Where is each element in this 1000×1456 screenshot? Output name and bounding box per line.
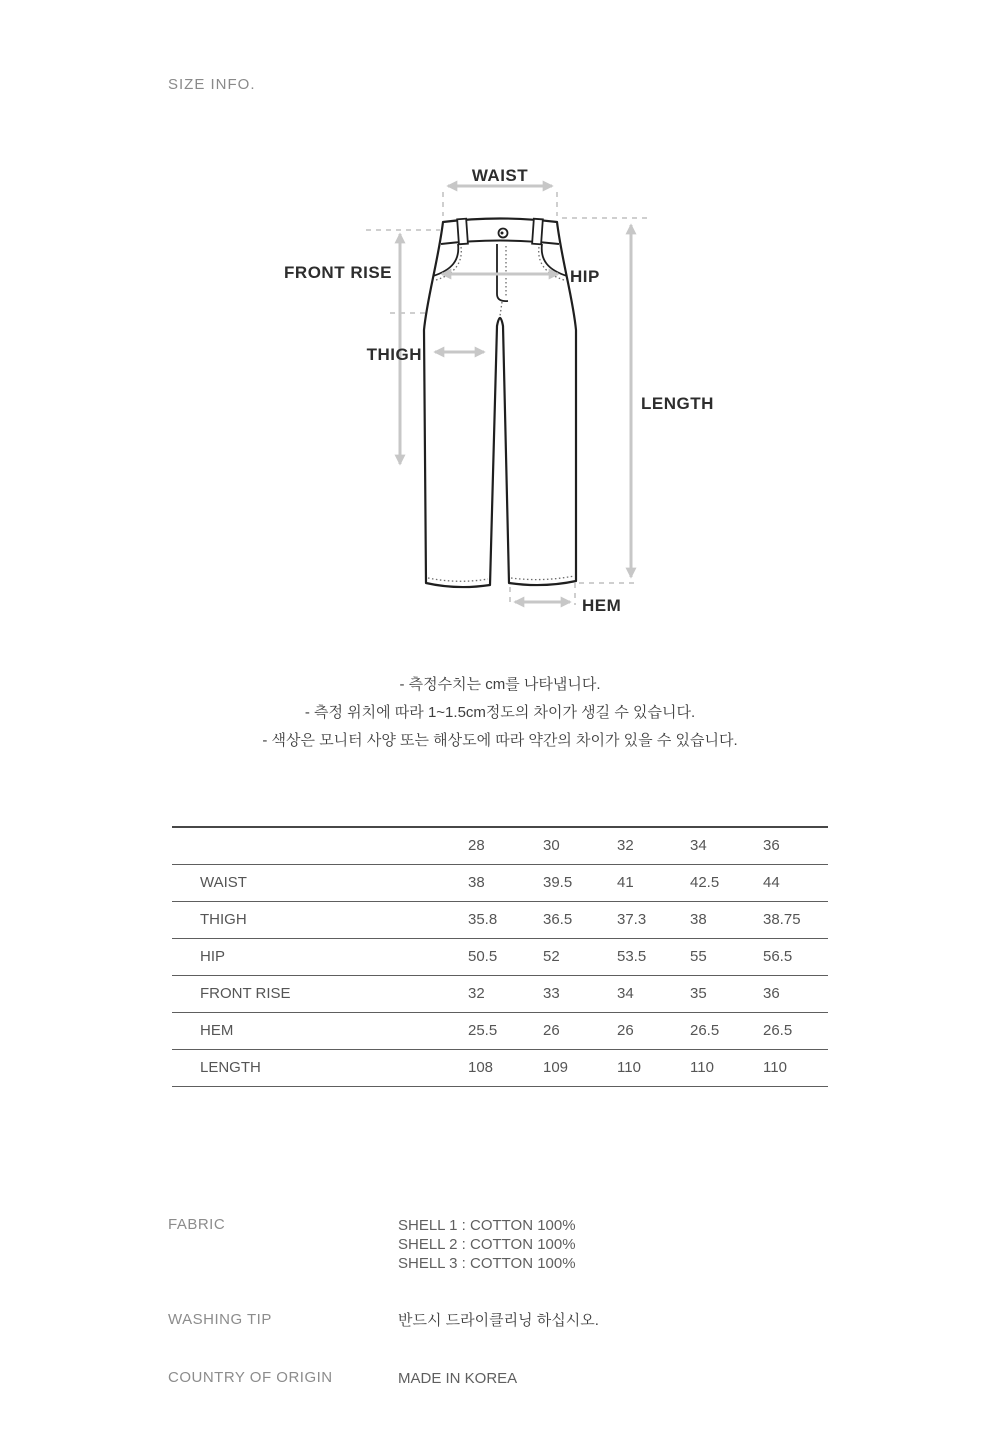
country-of-origin-row <box>168 1369 868 1393</box>
cell: 110 <box>763 1059 787 1076</box>
waist-label: WAIST <box>471 166 529 185</box>
table-header-row <box>172 827 828 864</box>
cell: 26 <box>543 1022 560 1039</box>
cell: 37.3 <box>617 911 647 928</box>
washing-tip-value: 반드시 드라이클리닝 하십시오. <box>398 1312 599 1329</box>
measurement-notes <box>0 671 1000 755</box>
cell: 38 <box>690 911 707 928</box>
cell: 41 <box>617 874 634 891</box>
front-rise-label: FRONT RISE <box>284 263 392 282</box>
cell: 110 <box>617 1059 641 1076</box>
table-row <box>172 901 828 938</box>
size-column-header: 28 <box>468 837 485 855</box>
hem-label: HEM <box>582 596 622 615</box>
table-corner-cell <box>172 827 468 864</box>
row-label: WAIST <box>200 874 247 891</box>
cell: 109 <box>543 1059 569 1076</box>
cell: 52 <box>543 948 560 965</box>
cell: 34 <box>617 985 634 1002</box>
cell: 39.5 <box>543 874 573 891</box>
note-line: - 측정수치는 cm를 나타냅니다. <box>399 676 601 693</box>
cell: 42.5 <box>690 874 720 891</box>
page-title: SIZE INFO. <box>168 76 256 93</box>
country-of-origin-label: COUNTRY OF ORIGIN <box>168 1369 333 1386</box>
cell: 53.5 <box>617 948 647 965</box>
pants-measurement-diagram <box>280 158 720 620</box>
size-table <box>172 826 828 1087</box>
table-row <box>172 1012 828 1049</box>
cell: 44 <box>763 874 780 891</box>
cell: 26.5 <box>763 1022 793 1039</box>
cell: 26.5 <box>690 1022 720 1039</box>
cell: 110 <box>690 1059 714 1076</box>
table-row <box>172 1049 828 1086</box>
cell: 35.8 <box>468 911 498 928</box>
row-label: HIP <box>200 948 226 965</box>
cell: 25.5 <box>468 1022 498 1039</box>
note-line: - 색상은 모니터 사양 또는 해상도에 따라 약간의 차이가 있을 수 있습니다. <box>262 732 738 749</box>
size-column-header: 30 <box>543 837 560 855</box>
fabric-line: SHELL 1 : COTTON 100% <box>398 1217 576 1234</box>
table-row <box>172 938 828 975</box>
size-table-section <box>172 826 828 1087</box>
table-row <box>172 975 828 1012</box>
cell: 36 <box>763 985 780 1002</box>
cell: 33 <box>543 985 560 1002</box>
cell: 108 <box>468 1059 494 1076</box>
belt-loop-right <box>532 219 543 245</box>
row-label: THIGH <box>200 911 247 928</box>
washing-tip-row <box>168 1311 868 1335</box>
belt-loop-left <box>457 219 468 245</box>
row-label: LENGTH <box>200 1059 261 1076</box>
size-column-header: 36 <box>763 837 780 855</box>
length-label: LENGTH <box>641 394 714 413</box>
fabric-value <box>398 1216 576 1273</box>
country-of-origin-value: MADE IN KOREA <box>398 1370 518 1387</box>
table-row <box>172 864 828 901</box>
cell: 38.75 <box>763 911 801 928</box>
row-label: HEM <box>200 1022 234 1039</box>
fabric-line: SHELL 2 : COTTON 100% <box>398 1236 576 1253</box>
cell: 36.5 <box>543 911 573 928</box>
fabric-line: SHELL 3 : COTTON 100% <box>398 1255 576 1272</box>
fabric-row <box>168 1216 868 1276</box>
cell: 56.5 <box>763 948 793 965</box>
thigh-label: THIGH <box>366 345 422 364</box>
cell: 55 <box>690 948 707 965</box>
size-column-header: 32 <box>617 837 634 855</box>
hip-label: HIP <box>570 267 600 286</box>
washing-tip-label: WASHING TIP <box>168 1311 272 1328</box>
cell: 26 <box>617 1022 634 1039</box>
cell: 50.5 <box>468 948 498 965</box>
row-label: FRONT RISE <box>200 985 291 1002</box>
size-column-header: 34 <box>690 837 707 855</box>
cell: 38 <box>468 874 485 891</box>
cell: 35 <box>690 985 707 1002</box>
note-line: - 측정 위치에 따라 1~1.5cm정도의 차이가 생길 수 있습니다. <box>304 704 696 721</box>
cell: 32 <box>468 985 485 1002</box>
pants-diagram-svg <box>280 158 720 620</box>
fabric-label: FABRIC <box>168 1216 226 1233</box>
